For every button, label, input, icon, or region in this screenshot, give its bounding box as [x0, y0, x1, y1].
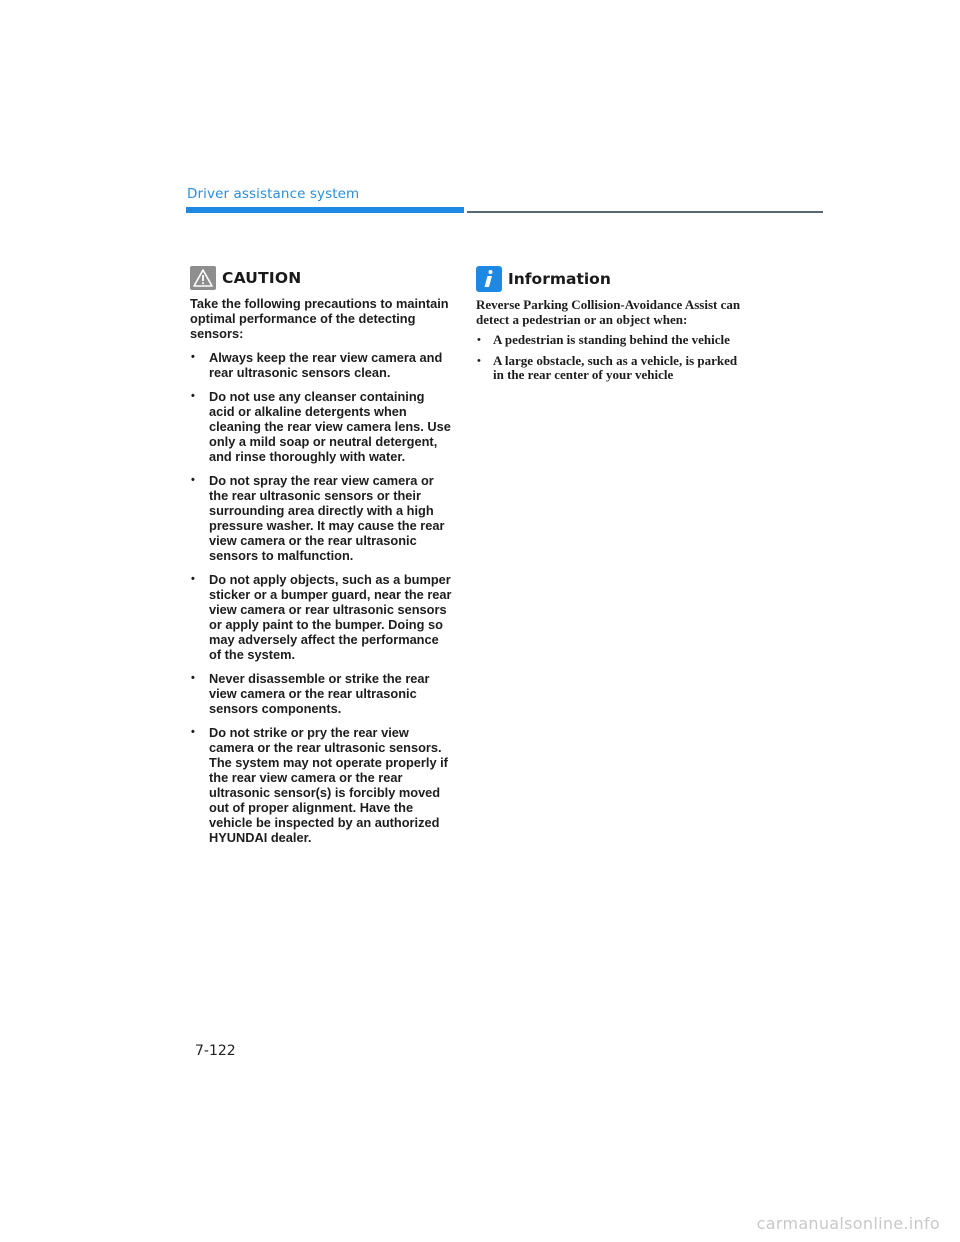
information-box	[476, 266, 746, 389]
page-number: 7-122	[195, 1043, 236, 1059]
list-item: • Do not spray the rear view camera or the rear ultrasonic sensors or their surrounding area directly with a high pressure washer. It may cause the rear view camera or the rear ultrasonic sensors to malfunction.	[190, 473, 452, 563]
list-item: • Do not apply objects, such as a bumper sticker or a bumper guard, near the rear view camera or rear ultrasonic sensors or apply paint to the bumper. Doing so may adversely affect the performance of the system.	[190, 572, 452, 662]
caution-body	[190, 296, 452, 845]
watermark-text: carmanualsonline.info	[756, 1214, 940, 1233]
caution-header	[190, 266, 452, 290]
list-item: • Always keep the rear view camera and rear ultrasonic sensors clean.	[190, 350, 452, 380]
list-item: • Do not strike or pry the rear view camera or the rear ultrasonic sensors. The system may not operate properly if the rear view camera or the rear ultrasonic sensor(s) is forcibly moved out of proper alignment. Have the vehicle be inspected by an authorized HYUNDAI dealer.	[190, 725, 452, 845]
header-rule-accent	[186, 207, 464, 213]
header-rule	[467, 211, 823, 213]
warning-triangle-icon	[190, 266, 216, 290]
caution-list	[190, 350, 452, 845]
information-header	[476, 266, 746, 292]
information-intro: Reverse Parking Collision-Avoidance Assist can detect a pedestrian or an object when:	[476, 297, 741, 327]
list-item: • Never disassemble or strike the rear view camera or the rear ultrasonic sensors components.	[190, 671, 452, 716]
list-item: • A pedestrian is standing behind the vehicle	[476, 333, 746, 348]
information-title: Information	[508, 270, 611, 288]
information-list	[476, 333, 746, 383]
list-item: • A large obstacle, such as a vehicle, is parked in the rear center of your vehicle	[476, 354, 746, 383]
list-item: • Do not use any cleanser containing acid or alkaline detergents when cleaning the rear view camera lens. Use only a mild soap or neutral detergent, and rinse thoroughly with water.	[190, 389, 452, 464]
caution-box	[190, 266, 452, 854]
information-body	[476, 298, 746, 383]
info-i-icon	[476, 266, 502, 292]
section-title: Driver assistance system	[187, 186, 360, 202]
caution-intro: Take the following precautions to maintain optimal performance of the detecting sensors:	[190, 296, 449, 341]
caution-title: CAUTION	[222, 269, 302, 287]
